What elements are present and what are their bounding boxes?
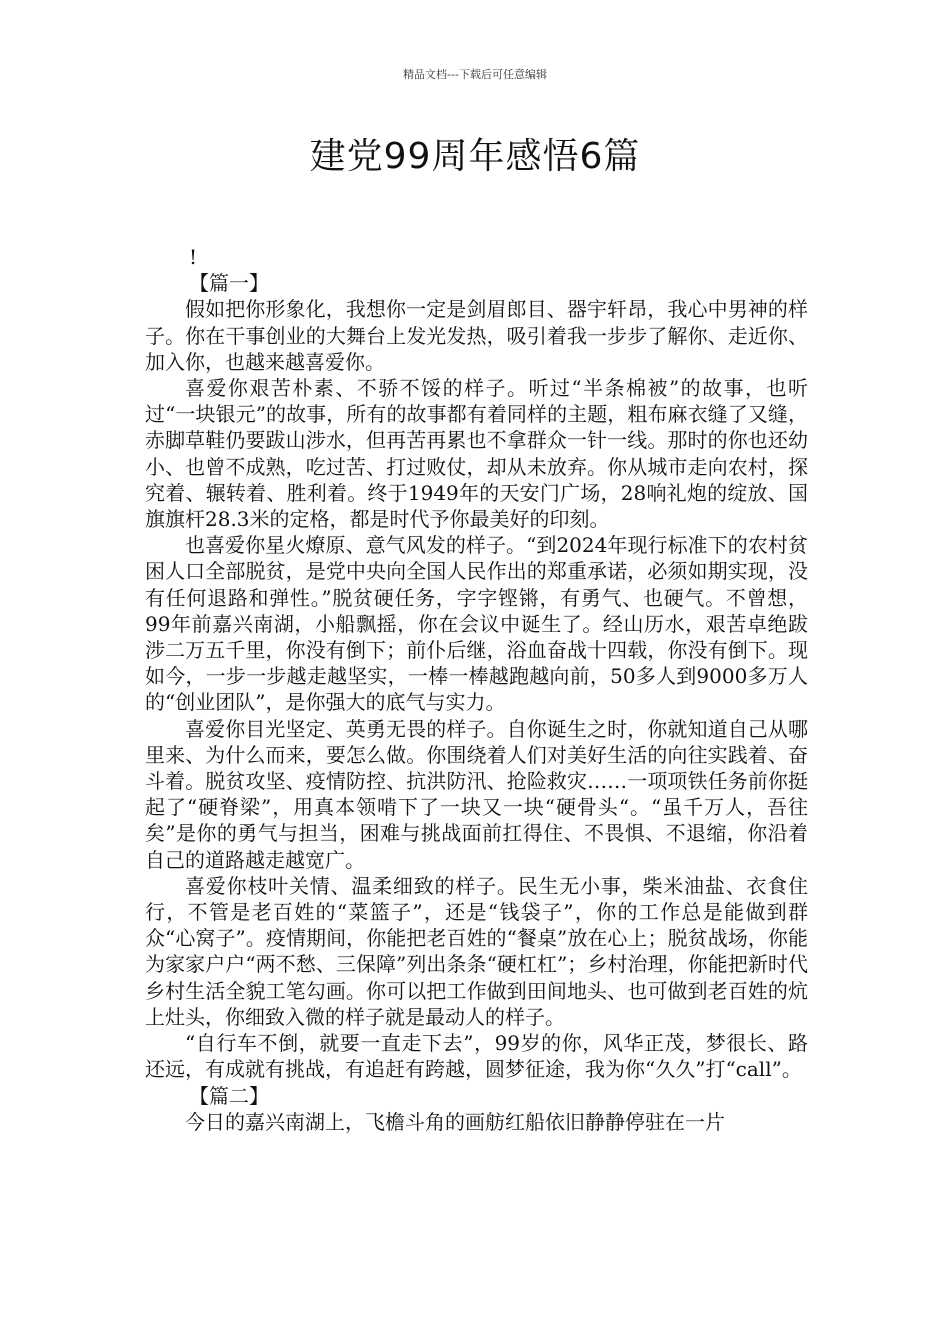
page-header-note: 精品文档---下载后可任意编辑 [403,68,547,81]
paragraph-3: 也喜爱你星火燎原、意气风发的样子。“到2024年现行标准下的农村贫困人口全部脱贫，是党中央向全国人民作出的郑重承诺，必须如期实现，没有任何退路和弹性。”脱贫硬任务，字字铿锵，有勇气、也硬气。不曾想，99年前嘉兴南湖，小船飘摇，你在会议中诞生了。经山历水，艰苦卓绝跋涉二万五千里，你没有倒下；前仆后继，浴血奋战十四载，你没有倒下。现如今，一步一步越走越坚实，一棒一棒越跑越向前，50多人到9000多万人的“创业团队”，是你强大的底气与实力。 [145,533,808,715]
document-body [145,244,808,1135]
paragraph-5: 喜爱你枝叶关情、温柔细致的样子。民生无小事，柴米油盐、衣食住行，不管是老百姓的“菜篮子”，还是“钱袋子”，你的工作总是能做到群众“心窝子”。疫情期间，你能把老百姓的“餐桌”放在心上；脱贫战场，你能为家家户户“两不愁、三保障”列出条条“硬杠杠”；乡村治理，你能把新时代乡村生活全貌工笔勾画。你可以把工作做到田间地头、也可做到老百姓的炕上灶头，你细致入微的样子就是最动人的样子。 [145,873,808,1029]
section-heading-1: 【篇一】 [189,271,269,296]
paragraph-2: 喜爱你艰苦朴素、不骄不馁的样子。听过“半条棉被”的故事，也听过“一块银元”的故事，所有的故事都有着同样的主题，粗布麻衣缝了又缝，赤脚草鞋仍要跋山涉水，但再苦再累也不拿群众一针一线。那时的你也还幼小、也曾不成熟，吃过苦、打过败仗，却从未放弃。你从城市走向农村，探究着、辗转着、胜利着。终于1949年的天安门广场，28响礼炮的绽放、国旗旗杆28.3米的定格，都是时代予你最美好的印刻。 [145,376,808,532]
section-2-first-line: 今日的嘉兴南湖上，飞檐斗角的画舫红船依旧静静停驻在一片 [185,1109,725,1134]
paragraph-1: 假如把你形象化，我想你一定是剑眉郎目、器宇轩昂，我心中男神的样子。你在干事创业的大舞台上发光发热，吸引着我一步步了解你、走近你、加入你，也越来越喜爱你。 [145,297,808,374]
paragraph-4: 喜爱你目光坚定、英勇无畏的样子。自你诞生之时，你就知道自己从哪里来、为什么而来，要怎么做。你围绕着人们对美好生活的向往实践着、奋斗着。脱贫攻坚、疫情防控、抗洪防汛、抢险救灾……一项项铁任务前你挺起了“硬脊梁”，用真本领啃下了一块又一块“硬骨头“。“虽千万人，吾往矣”是你的勇气与担当，困难与挑战面前扛得住、不畏惧、不退缩，你沿着自己的道路越走越宽广。 [145,716,808,872]
paragraph-6: “自行车不倒，就要一直走下去”，99岁的你，风华正茂，梦很长、路还远，有成就有挑战，有追赶有跨越，圆梦征途，我为你“久久”打“call”。 [145,1031,808,1082]
exclamation-marker: ! [189,245,198,269]
document-title: 建党99周年感悟6篇 [309,136,641,177]
section-heading-2: 【篇二】 [189,1083,269,1108]
